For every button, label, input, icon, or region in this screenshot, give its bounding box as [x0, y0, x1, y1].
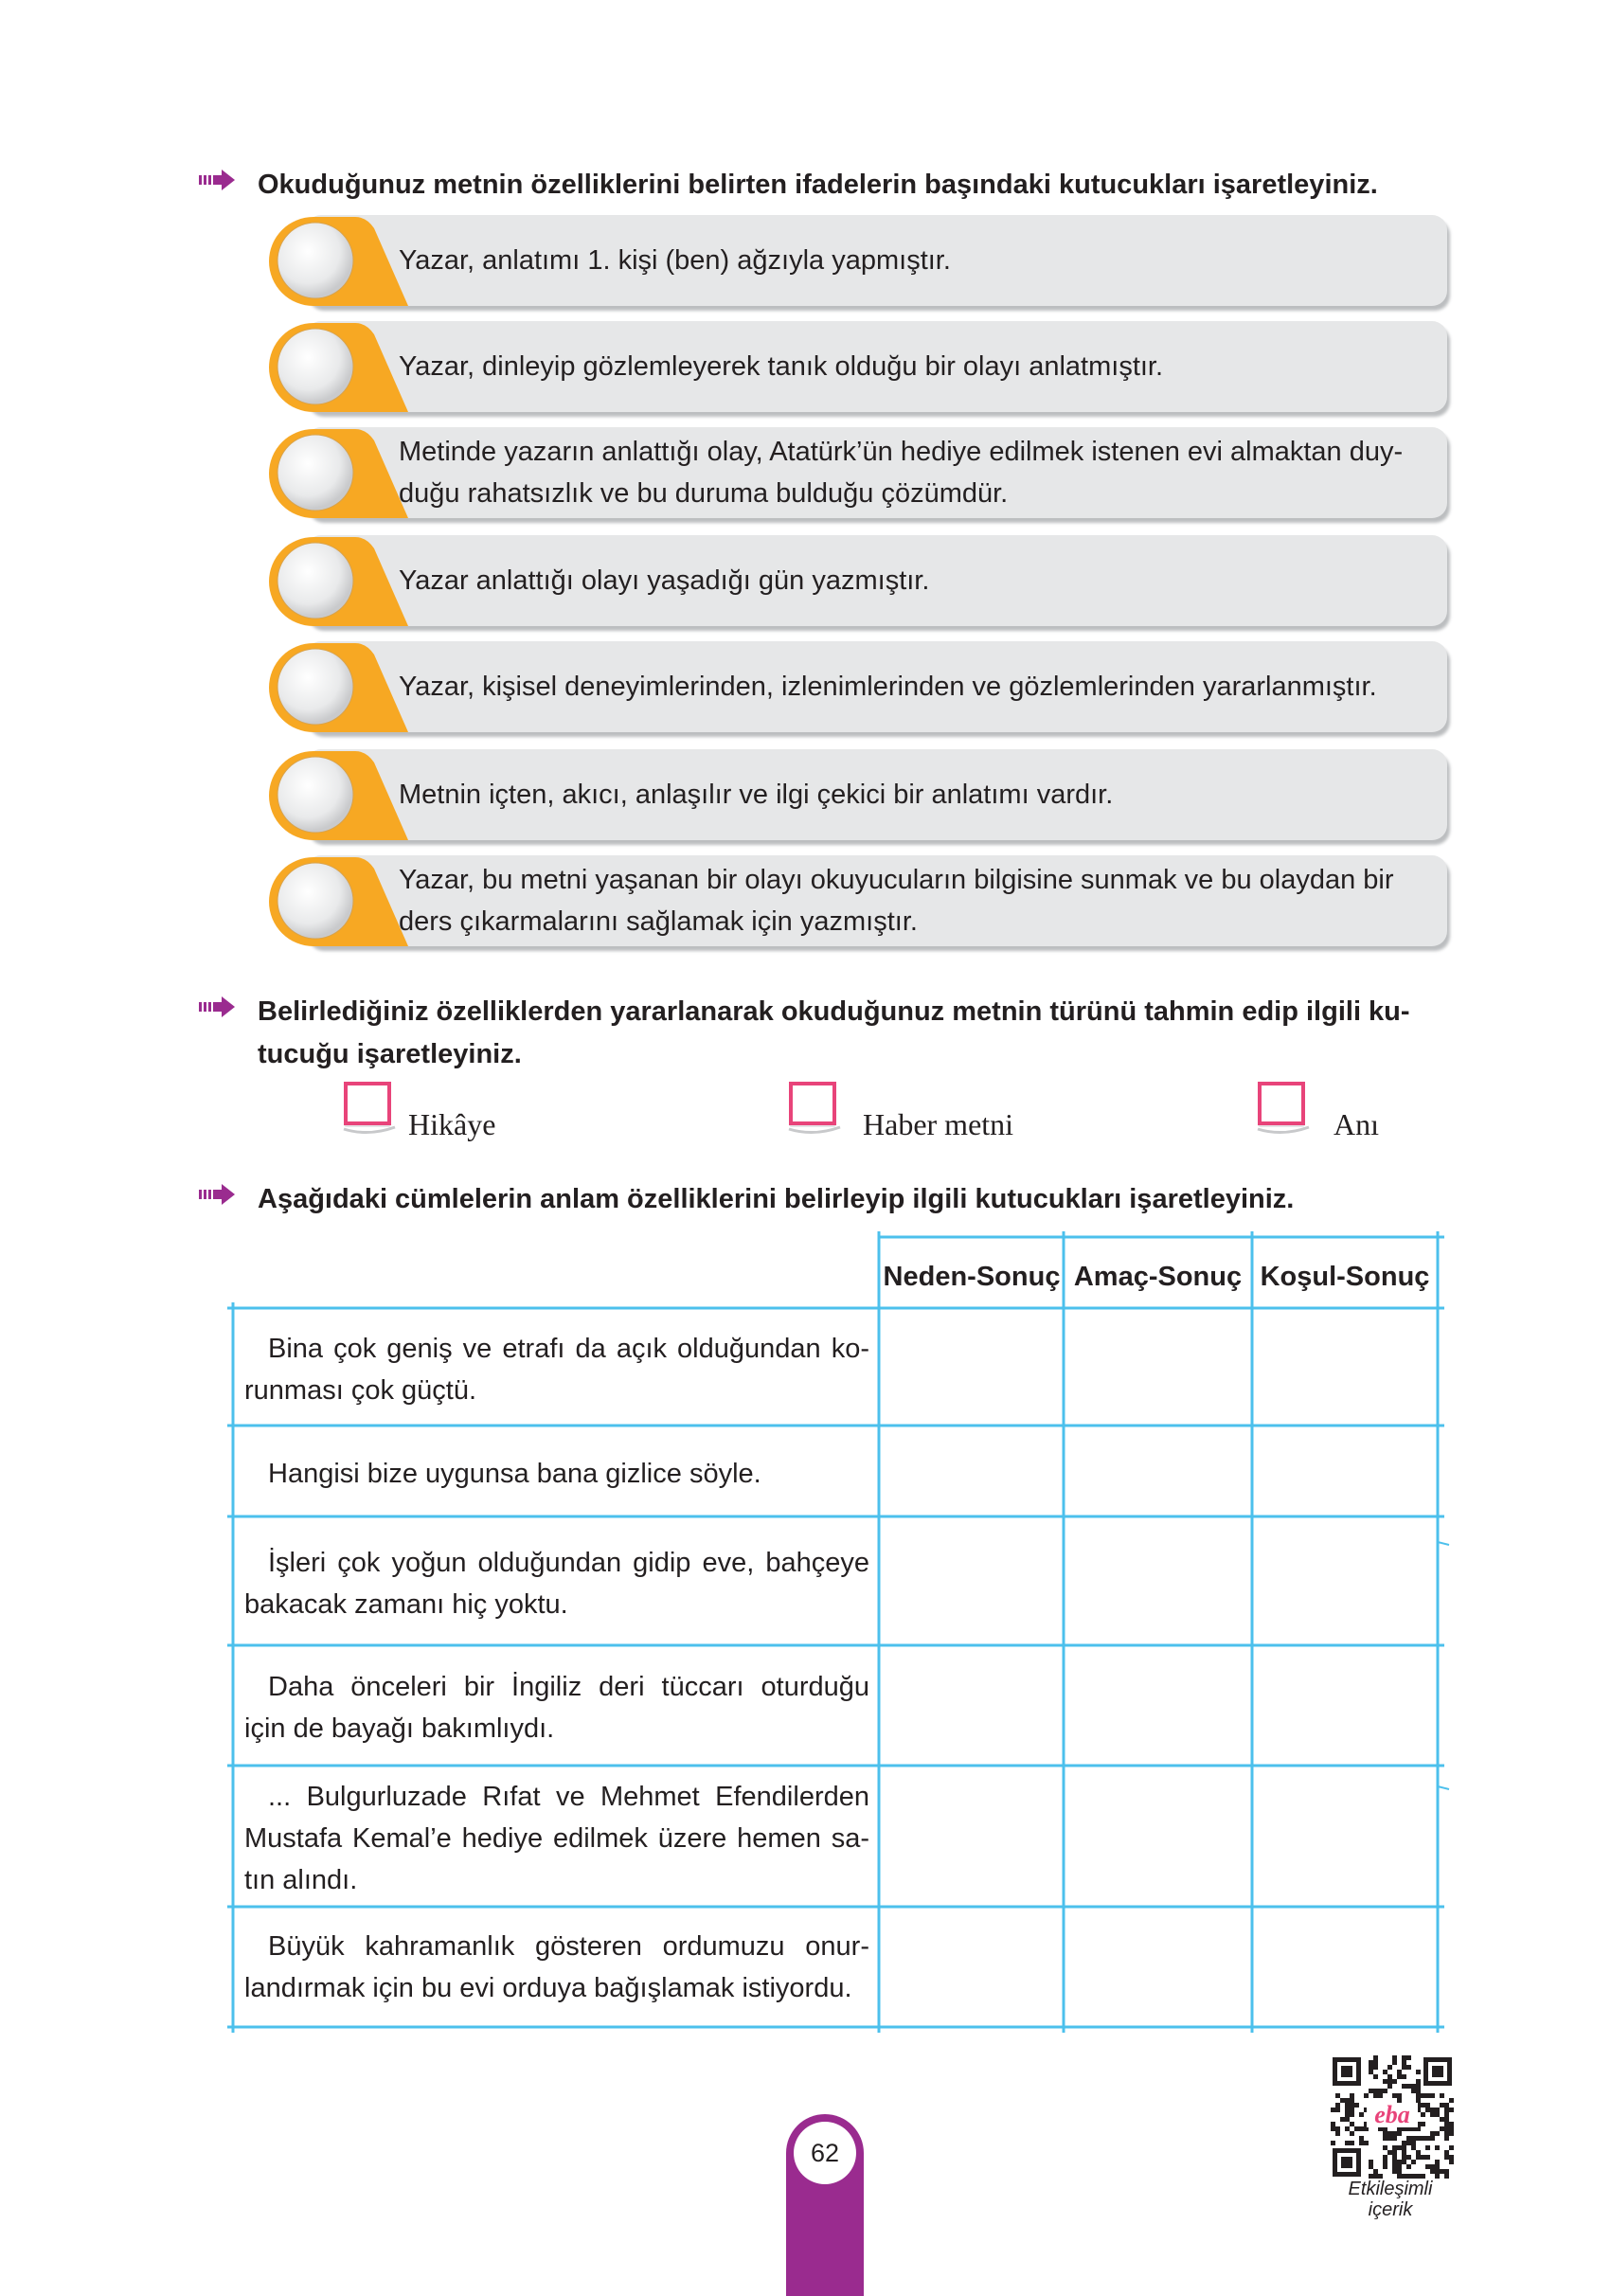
- row-text-line: runması çok güçtü.: [244, 1374, 476, 1406]
- column-header: Neden-Sonuç: [883, 1261, 1061, 1292]
- instruction-line: Belirlediğiniz özelliklerden yararlanarak okuduğunuz metnin türünü tahmin edip ilgili ku-: [258, 996, 1410, 1027]
- feature-item: [268, 535, 1447, 626]
- table-row-text: [244, 1776, 869, 1901]
- answer-cell[interactable]: [1065, 1911, 1251, 2022]
- answer-cell[interactable]: [1065, 1650, 1251, 1766]
- genre-options: [0, 1080, 1611, 1146]
- genre-label: Hikâye: [408, 1107, 496, 1141]
- checkbox-circle-icon[interactable]: [268, 427, 410, 518]
- item-text-line: Yazar, anlatımı 1. kişi (ben) ağzıyla yapmıştır.: [399, 245, 951, 276]
- column-header: Koşul-Sonuç: [1260, 1261, 1430, 1292]
- item-text-line: Metinde yazarın anlattığı olay, Atatürk’ün hediye edilmek istenen evi almaktan duy-: [399, 437, 1404, 467]
- answer-cell[interactable]: [1065, 1430, 1251, 1516]
- checkbox-circle-icon[interactable]: [268, 535, 410, 626]
- feature-item: [268, 855, 1447, 946]
- table-row-text: [244, 1542, 869, 1625]
- answer-cell[interactable]: [1254, 1770, 1437, 1907]
- row-text-line: Mustafa Kemal’e hediye edilmek üzere hemen sa-: [244, 1823, 869, 1854]
- row-text-line: tın alındı.: [244, 1865, 358, 1895]
- feature-item: [268, 641, 1447, 732]
- answer-cell[interactable]: [881, 1313, 1063, 1426]
- table-row-text: [244, 1666, 869, 1749]
- item-text: [399, 535, 1442, 626]
- item-text-line: Yazar, kişisel deneyimlerinden, izlenimlerinden ve gözlemlerinden yararlanmıştır.: [399, 672, 1377, 702]
- table-row-text: [244, 1453, 869, 1495]
- row-text-line: Daha önceleri bir İngiliz deri tüccarı oturduğu: [268, 1672, 869, 1702]
- answer-cell[interactable]: [881, 1911, 1063, 2022]
- column-header: Amaç-Sonuç: [1073, 1261, 1243, 1292]
- qr-label-line: içerik: [1368, 2199, 1413, 2220]
- genre-label: Anı: [1334, 1107, 1379, 1141]
- answer-cell[interactable]: [1254, 1650, 1437, 1766]
- instruction-text: Okuduğunuz metnin özelliklerini belirten ifadelerin başındaki kutucukları işaretleyiniz.: [258, 170, 1378, 200]
- item-text: [399, 321, 1442, 412]
- item-text-line: Yazar, dinleyip gözlemleyerek tanık olduğu bir olayı anlatmıştır.: [399, 351, 1164, 382]
- genre-option-hikaye[interactable]: [336, 1080, 496, 1145]
- row-text-line: bakacak zamanı hiç yoktu.: [244, 1588, 568, 1620]
- instruction-line: tucuğu işaretleyiniz.: [258, 1039, 522, 1069]
- qr-label-line: Etkileşimli: [1348, 2179, 1433, 2199]
- row-text-line: Büyük kahramanlık gösteren ordumuzu onur-: [268, 1930, 869, 1962]
- checkbox-circle-icon[interactable]: [268, 855, 410, 946]
- answer-cell[interactable]: [881, 1650, 1063, 1766]
- row-text-line: landırmak için bu evi orduya bağışlamak istiyordu.: [244, 1972, 852, 2003]
- row-text-line: için de bayağı bakımlıydı.: [244, 1713, 555, 1744]
- checkbox-icon[interactable]: [781, 1080, 842, 1140]
- qr-overlay-text: eba: [1374, 2101, 1410, 2128]
- row-text-line: Hangisi bize uygunsa bana gizlice söyle.: [268, 1458, 761, 1489]
- checkbox-icon[interactable]: [1250, 1080, 1311, 1140]
- item-text: [399, 641, 1442, 732]
- answer-cell[interactable]: [881, 1521, 1063, 1645]
- row-text-line: Bina çok geniş ve etrafı da açık olduğundan ko-: [268, 1333, 869, 1364]
- answer-cell[interactable]: [1065, 1313, 1251, 1426]
- answer-cell[interactable]: [1254, 1430, 1437, 1516]
- answer-cell[interactable]: [881, 1430, 1063, 1516]
- genre-label: Haber metni: [863, 1107, 1014, 1141]
- row-text-line: İşleri çok yoğun olduğundan gidip eve, bahçeye: [268, 1547, 869, 1578]
- checkbox-circle-icon[interactable]: [268, 641, 410, 732]
- instruction-text: [258, 991, 1611, 1076]
- item-text-line: Yazar, bu metni yaşanan bir olayı okuyucuların bilgisine sunmak ve bu olaydan bir: [399, 865, 1394, 895]
- answer-cell[interactable]: [1254, 1911, 1437, 2022]
- instruction-text: Aşağıdaki cümlelerin anlam özelliklerini belirleyip ilgili kutucukları işaretleyiniz.: [258, 1184, 1295, 1214]
- qr-label: [1315, 2179, 1466, 2220]
- genre-option-haber-metni[interactable]: [781, 1080, 1014, 1145]
- feature-item: [268, 321, 1447, 412]
- checkbox-circle-icon[interactable]: [268, 215, 410, 306]
- item-text-line: duğu rahatsızlık ve bu duruma bulduğu çözümdür.: [399, 478, 1009, 509]
- row-text-line: ... Bulgurluzade Rıfat ve Mehmet Efendilerden: [268, 1782, 869, 1812]
- feature-item: [268, 749, 1447, 840]
- answer-cell[interactable]: [1065, 1770, 1251, 1907]
- genre-option-ani[interactable]: [1250, 1080, 1379, 1145]
- item-text-line: ders çıkarmalarını sağlamak için yazmıştır.: [399, 906, 918, 937]
- answer-cell[interactable]: [881, 1770, 1063, 1907]
- arrow-right-icon: [199, 993, 237, 1021]
- answer-cell[interactable]: [1065, 1521, 1251, 1645]
- feature-item: [268, 427, 1447, 518]
- item-text-line: Yazar anlattığı olayı yaşadığı gün yazmıştır.: [399, 565, 930, 596]
- checkbox-circle-icon[interactable]: [268, 321, 410, 412]
- item-text: [399, 427, 1442, 518]
- qr-code-icon[interactable]: [1331, 2055, 1454, 2179]
- answer-cell[interactable]: [1254, 1521, 1437, 1645]
- item-text: [399, 215, 1442, 306]
- feature-item: [268, 215, 1447, 306]
- item-text: [399, 749, 1442, 840]
- checkbox-icon[interactable]: [336, 1080, 397, 1140]
- page-number: 62: [794, 2122, 856, 2184]
- table-row-text: [244, 1328, 869, 1411]
- arrow-right-icon: [199, 1180, 237, 1209]
- table-row-text: [244, 1926, 869, 2009]
- item-text-line: Metnin içten, akıcı, anlaşılır ve ilgi çekici bir anlatımı vardır.: [399, 780, 1114, 810]
- answer-cell[interactable]: [1254, 1313, 1437, 1426]
- checkbox-circle-icon[interactable]: [268, 749, 410, 840]
- arrow-right-icon: [199, 166, 237, 194]
- item-text: [399, 855, 1442, 946]
